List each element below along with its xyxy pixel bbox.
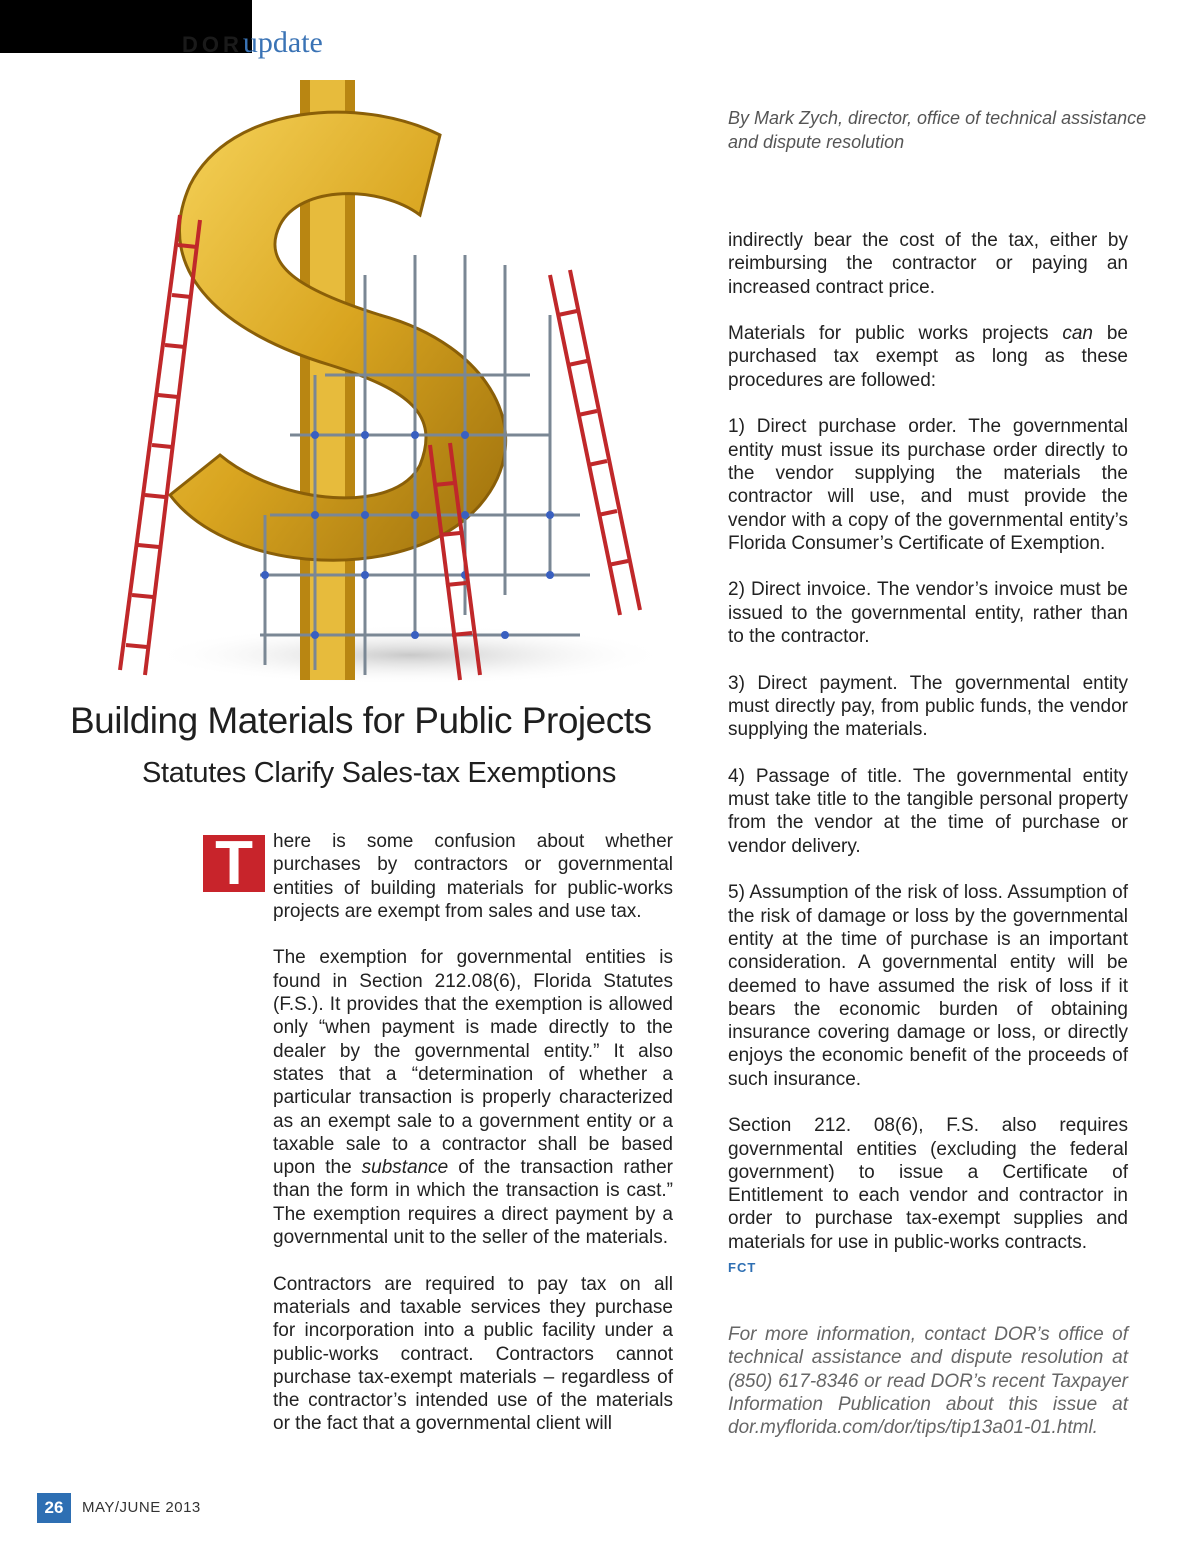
article-title: Building Materials for Public Projects (70, 700, 652, 741)
paragraph: here is some confusion about whether purchases by contractors or governmental entities of building materials for public-works projects are exempt from sales and use tax. (273, 831, 673, 922)
section-masthead (182, 26, 323, 60)
masthead-update: update (242, 26, 323, 59)
paragraph: Section 212. 08(6), F.S. also requires governmental entities (excluding the federal government) to issue a Certificate of Entitlement to each vendor and contractor in order to purchase tax-exempt supplies and materials for use in public-works contracts. FCT (728, 1114, 1128, 1279)
article-subtitle: Statutes Clarify Sales-tax Exemptions (142, 757, 617, 789)
paragraph: indirectly bear the cost of the tax, either by reimbursing the contractor or paying an increased contract price. (728, 230, 1128, 298)
page-number: 26 (37, 1493, 71, 1523)
paragraph: 1) Direct purchase order. The governmental entity must issue its purchase order directly to the vendor supplying the materials the contractor will use, and must provide the vendor with a copy of the governmental entity’s Florida Consumer’s Certificate of Exemption. (728, 416, 1128, 554)
left-ladder (120, 215, 200, 675)
paragraph: 5) Assumption of the risk of loss. Assumption of the risk of damage or loss by the governmental entity at the time of purchase is an important consideration. A governmental entity will be deemed to have assumed the risk of loss if it bears the economic burden of obtaining insurance covering damage or loss, or directly enjoys the economic benefit of the proceeds of such insurance. (728, 882, 1128, 1090)
paragraph: The exemption for governmental entities is found in Section 212.08(6), Florida Statutes (F.S.). It provides that the exemption is allowed only “when payment is made directly to the dealer by the governmental entity.” It also states that a “determination of whether a particular transaction is properly characterized as an exempt sale to a government entity or a taxable sale to a contractor shall be based upon the substance of the transaction rather than the form in which the transaction is cast.” The exemption requires a direct payment by a governmental unit to the seller of the materials. (273, 947, 673, 1249)
drop-cap: T (203, 835, 265, 892)
paragraph: 2) Direct invoice. The vendor’s invoice must be issued to the governmental entity, rather than to the contractor. (728, 579, 1128, 648)
more-info-note: For more information, contact DOR’s office of technical assistance and dispute resolution at (850) 617-8346 or read DOR’s recent Taxpayer Information Publication about this issue at dor.myflorida.com/dor/tips/tip13a01-01.html. (728, 1324, 1128, 1439)
masthead-dor: DOR (182, 32, 243, 57)
paragraph: Contractors are required to pay tax on all materials and taxable services they purchase for incorporation into a public facility under a public-works contract. Contractors cannot purchase tax-exempt materials – regardless of the contractor’s intended use of the materials or the fact that a governmental client will (273, 1273, 673, 1435)
right-column (728, 229, 1128, 1279)
byline: By Mark Zych, director, office of technical assistance and dispute resolution (728, 108, 1147, 152)
left-column (273, 830, 673, 1459)
dollar-scaffolding-illustration (110, 75, 670, 690)
issue-date: MAY/JUNE 2013 (82, 1499, 201, 1516)
right-ladder (550, 270, 640, 615)
paragraph: Materials for public works projects can be purchased tax exempt as long as these procedures are followed: (728, 323, 1128, 391)
paragraph: 4) Passage of title. The governmental entity must take title to the tangible personal property from the vendor at the time of purchase or vendor delivery. (728, 765, 1128, 857)
end-mark: FCT (728, 1260, 757, 1276)
paragraph: 3) Direct payment. The governmental entity must directly pay, from public funds, the vendor supplying the materials. (728, 672, 1128, 741)
